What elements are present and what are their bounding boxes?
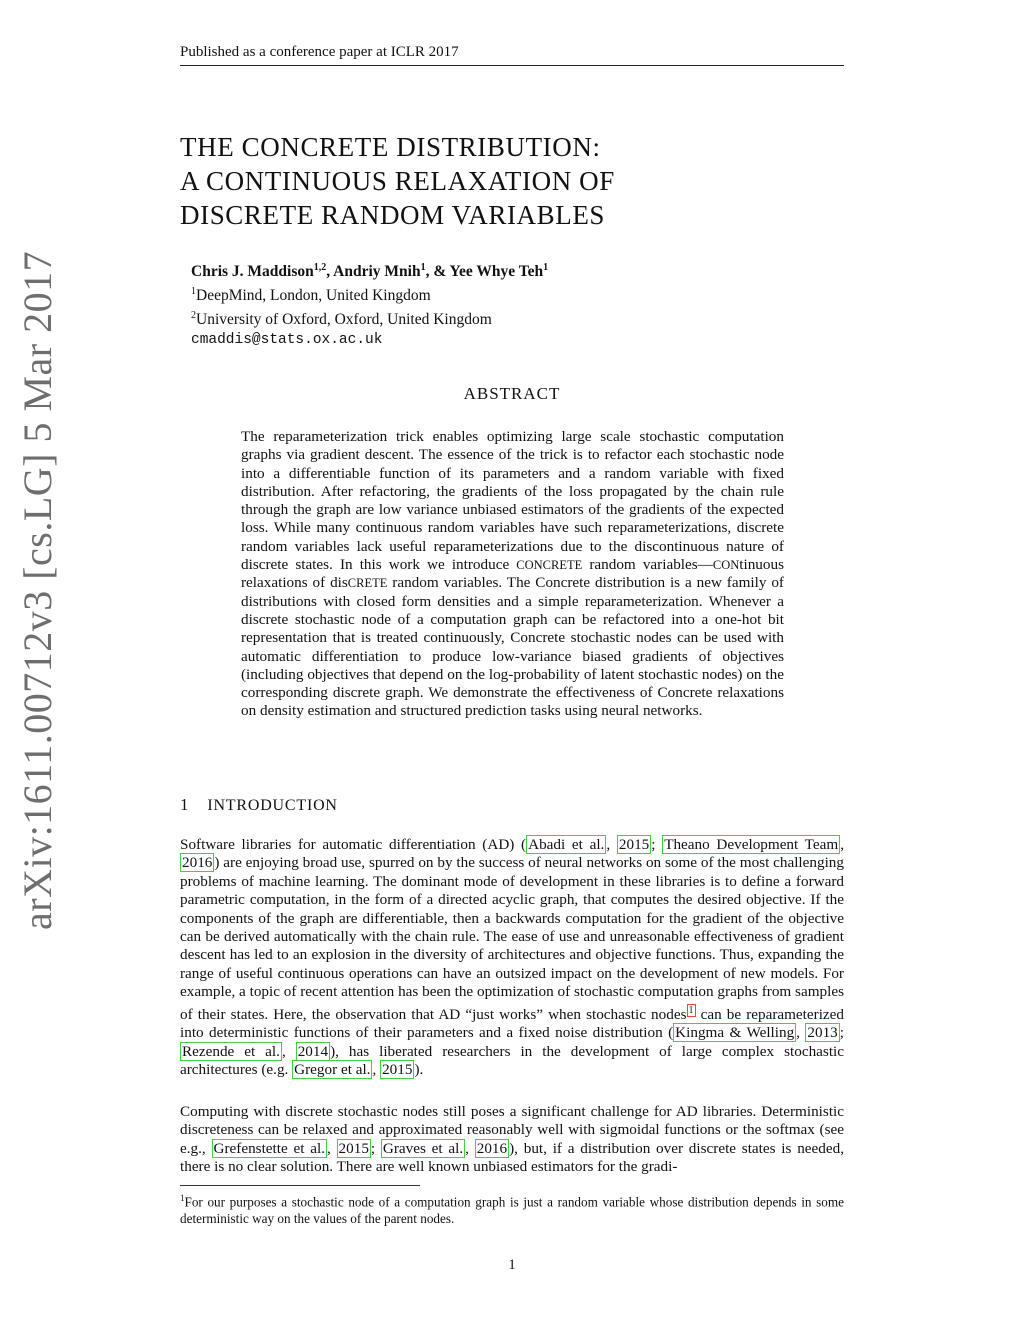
footnote: $^1$For our purposes a stochastic node of a computation graph is just a random variable whose distribution depends in some deterministic way on the values of the parent nodes. [180, 1193, 844, 1227]
citation-link[interactable]: Kingma & Welling [675, 1024, 795, 1042]
section-title: INTRODUCTION [207, 797, 338, 814]
citation-link[interactable]: 2015 [338, 1139, 369, 1157]
running-header: Published as a conference paper at ICLR 2017 [180, 44, 844, 66]
paper-title [180, 130, 880, 232]
citation-link[interactable]: Graves et al. [382, 1139, 464, 1157]
citation-link[interactable]: 2013 [807, 1024, 838, 1042]
author-email: cmaddis@stats.ox.ac.uk [191, 332, 383, 349]
abstract-text: The reparameterization trick enables optimizing large scale stochastic computation graphs via gradient descent. The essence of the trick is to refactor each stochastic node into a differentiable function of its parameters and a random variable with fixed distribution. After refactoring, the gradients of the loss propagated by the chain rule through the graph are low variance unbiased estimators of the gradients of the expected loss. While many continuous random variables have such reparameterizations, discrete random variables lack useful reparameterizations due to the discontinuous nature of discrete states. In this work we introduce CONCRETE random variables—CONtinuous relaxations of disCRETE random variables. The Concrete distribution is a new family of distributions with closed form densities and a simple reparameterization. Whenever a discrete stochastic node of a computation graph can be refactored into a one-hot bit representation that is treated continuously, Concrete stochastic nodes can be used with automatic differentiation to produce low-variance biased gradients of objectives (including objectives that depend on the log-probability of latent stochastic nodes) on the corresponding discrete graph. We demonstrate the effectiveness of Concrete relaxations on density estimation and structured prediction tasks using neural networks. [241, 428, 784, 720]
citation-link[interactable]: Abadi et al. [528, 836, 605, 853]
citation-link[interactable]: Gregor et al. [294, 1060, 371, 1078]
affiliation-1: $^1$DeepMind, London, United Kingdom [191, 286, 431, 305]
author-names: Chris J. Maddison$^{1,2}$, Andriy Mnih$^1$, & Yee Whye Teh$^1$ [191, 262, 549, 281]
citation-link[interactable]: 2016 [476, 1139, 508, 1157]
citation-link[interactable]: 2015 [618, 836, 650, 853]
section-heading [180, 795, 338, 815]
title-line-3: DISCRETE RANDOM VARIABLES [180, 200, 606, 230]
citation-link[interactable]: Grefenstette et al. [213, 1139, 325, 1157]
affiliation-2: $^2$University of Oxford, Oxford, United Kingdom [191, 310, 492, 329]
page-number: 1 [508, 1257, 516, 1273]
title-line-2: A CONTINUOUS RELAXATION OF [180, 166, 615, 196]
arxiv-stamp: arXiv:1611.00712v3 [cs.LG] 5 Mar 2017 [15, 250, 60, 930]
intro-paragraph-2: Computing with discrete stochastic nodes still poses a significant challenge for AD libraries. Deterministic discreteness can be relaxed and approximated reasonably well with sigmoidal functions or the softmax (see e.g., Grefenstette et al. , 2015 ; Graves et al. , 2016 ), but, if a distribution over discrete states is needed, there is no clear solution. There are well known unbiased estimators for the gradi- [180, 1103, 844, 1176]
citation-link[interactable]: Rezende et al. [182, 1042, 280, 1060]
intro-paragraph-1: Software libraries for automatic differentiation (AD) ( Abadi et al. , 2015 ; Theano Development Team , 2016 ) are enjoying broad use, spurred on by the success of neural networks on some of the most challenging problems of machine learning. The dominant mode of development in these libraries is to define a forward parametric computation, in the form of a directed acyclic graph, that computes the desired objective. If the components of the graph are differentiable, then a backwards computation for the gradient of the objective can be derived automatically with the chain rule. The ease of use and unreasonable effectiveness of gradient descent has led to an explosion in the diversity of architectures and objective functions. Thus, expanding the range of useful continuous operations can have an outsized impact on the development of new models. For example, a topic of recent attention has been the optimization of stochastic computation graphs from samples of their states. Here, the observation that AD “just works” when stochastic nodes $^1$ can be reparameterized into deterministic functions of their parameters and a fixed noise distribution ( Kingma & Welling , 2013 ; Rezende et al. , 2014 ), has liberated researchers in the development of large complex stochastic architectures (e.g. Gregor et al. , 2015 ). [180, 836, 844, 1078]
citation-link[interactable]: 2015 [382, 1060, 413, 1078]
title-line-1: THE CONCRETE DISTRIBUTION: [180, 132, 601, 162]
footnote-link[interactable]: 1 [688, 1004, 694, 1016]
section-number: 1 [180, 795, 190, 814]
citation-link[interactable]: 2016 [182, 854, 213, 872]
citation-link[interactable]: Theano Development Team [664, 836, 839, 853]
footnote-divider [180, 1185, 420, 1186]
author-block [191, 258, 831, 350]
abstract-heading: ABSTRACT [463, 384, 561, 403]
citation-link[interactable]: 2014 [297, 1042, 329, 1060]
